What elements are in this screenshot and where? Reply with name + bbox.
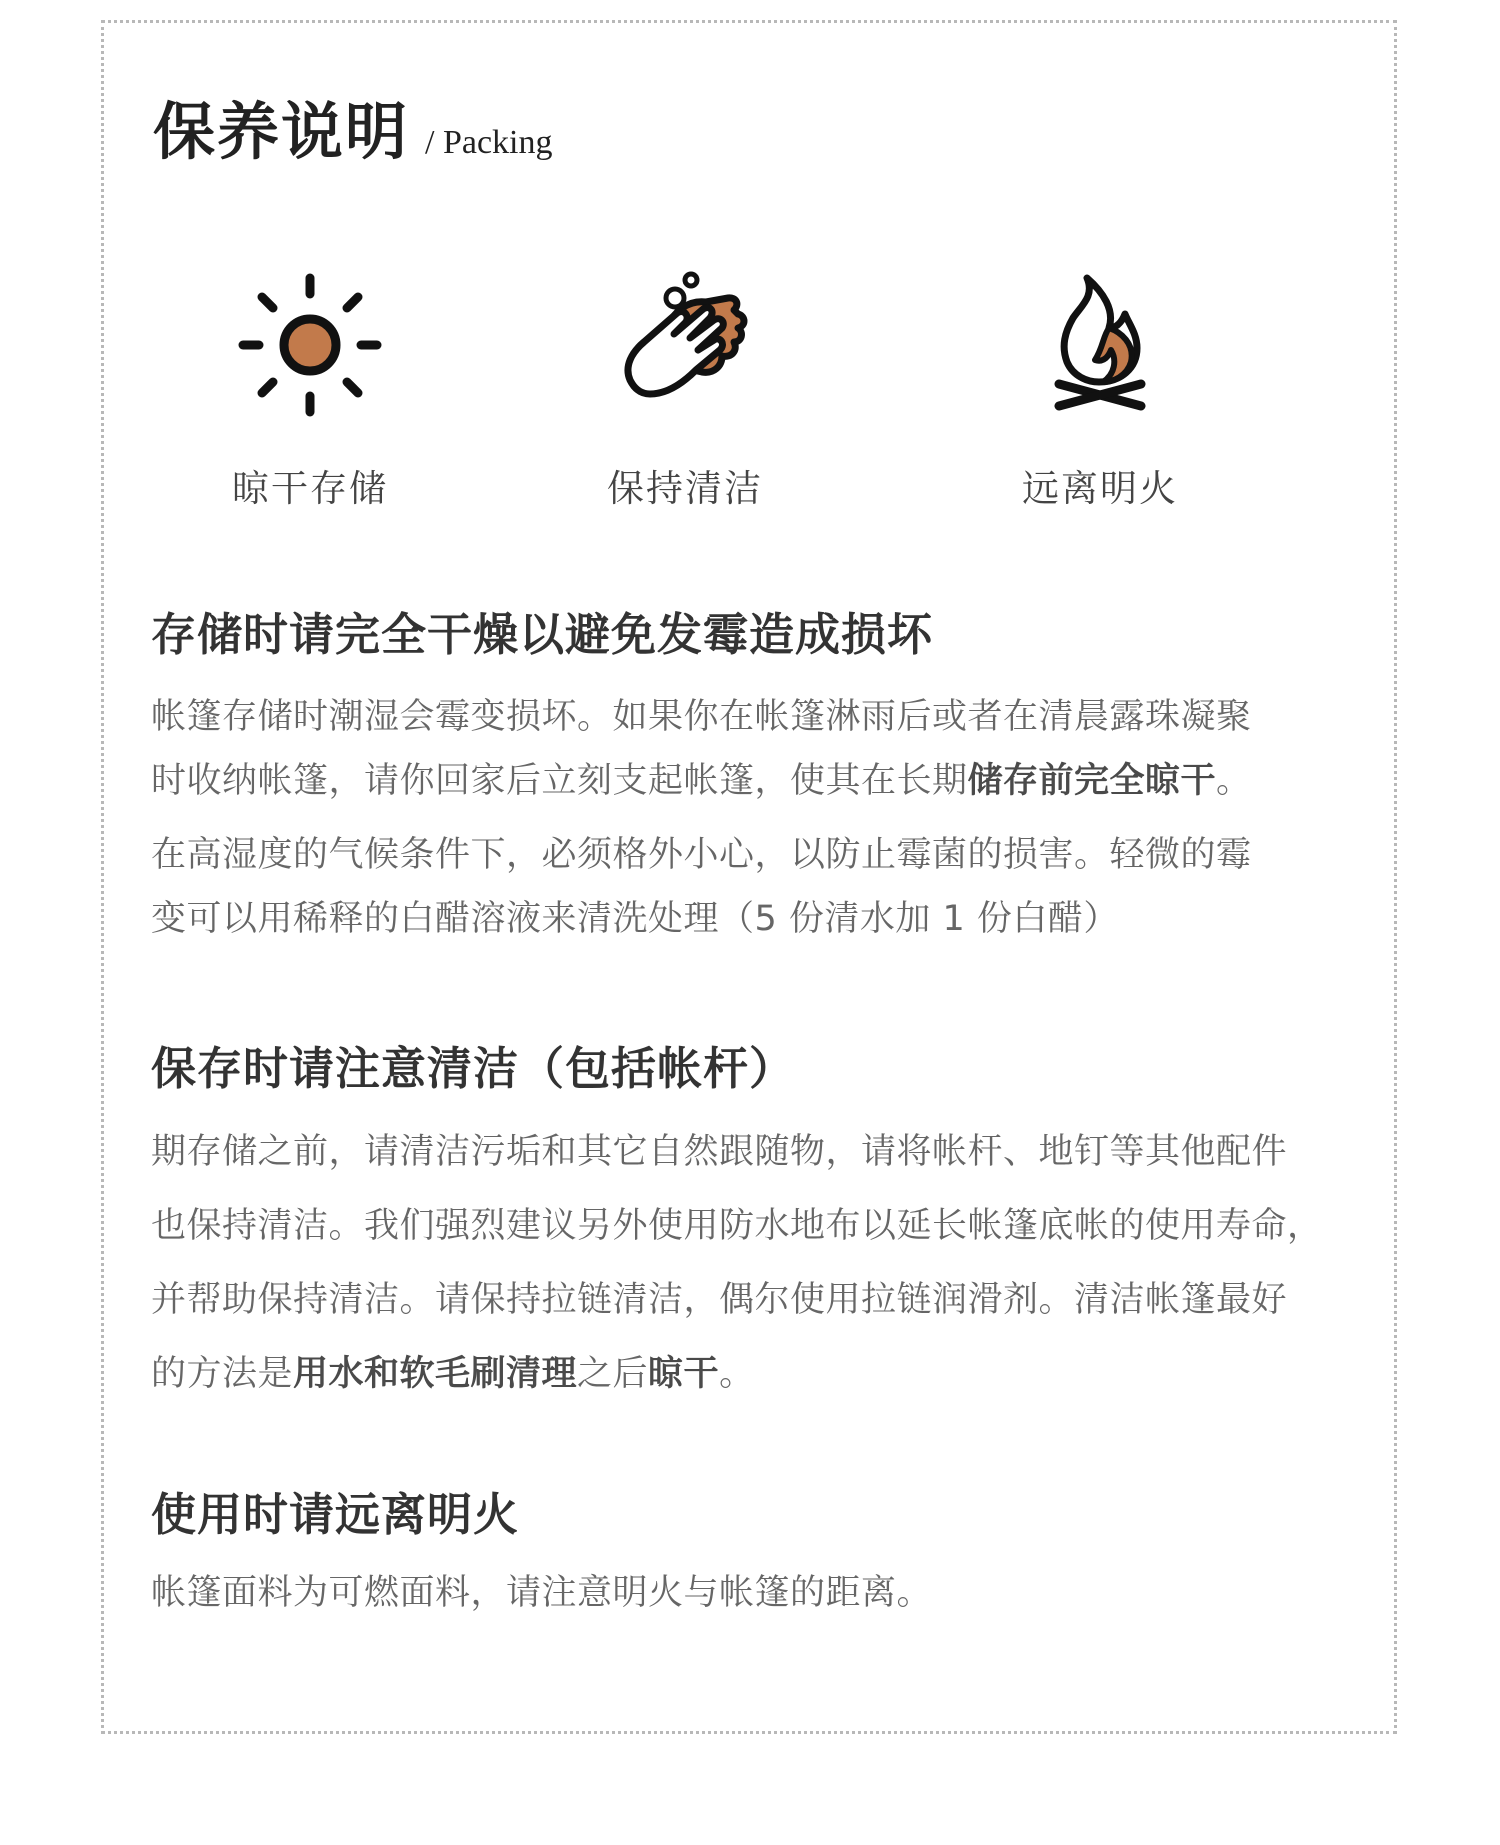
section-heading: 保存时请注意清洁（包括帐杆） bbox=[151, 1042, 796, 1095]
section-keep-clean bbox=[151, 1032, 1351, 1411]
care-label-keep-clean: 保持清洁 bbox=[607, 467, 763, 510]
sun-icon bbox=[235, 270, 385, 420]
emphasis-text: 储存前完全晾干 bbox=[967, 761, 1217, 801]
section-paragraph bbox=[151, 1561, 1351, 1625]
care-item-keep-clean bbox=[565, 270, 805, 512]
paragraph-line: 期存储之前，请清洁污垢和其它自然跟随物，请将帐杆、地钉等其他配件 bbox=[151, 1132, 1288, 1172]
care-item-dry-storage bbox=[190, 270, 430, 512]
paragraph-line: 并帮助保持清洁。请保持拉链清洁，偶尔使用拉链润滑剂。清洁帐篷最好 bbox=[151, 1280, 1288, 1320]
care-icons-row bbox=[0, 270, 1500, 510]
paragraph-line: 的方法是 bbox=[151, 1354, 294, 1394]
paragraph-line: 帐篷存储时潮湿会霉变损坏。如果你在帐篷淋雨后或者在清晨露珠凝聚 bbox=[151, 697, 1252, 737]
care-label-no-fire: 远离明火 bbox=[1022, 467, 1178, 510]
paragraph-line: 帐篷面料为可燃面料，请注意明火与帐篷的距离。 bbox=[151, 1573, 933, 1613]
section-paragraph bbox=[151, 1115, 1351, 1411]
section-no-fire bbox=[151, 1478, 1351, 1625]
paragraph-line: 时收纳帐篷，请你回家后立刻支起帐篷，使其在长期 bbox=[151, 761, 968, 801]
campfire-icon bbox=[1025, 270, 1175, 420]
paragraph-line: 在高湿度的气候条件下，必须格外小心，以防止霉菌的损害。轻微的霉 bbox=[151, 835, 1252, 875]
section-paragraph bbox=[151, 685, 1351, 813]
page-title bbox=[153, 82, 553, 168]
emphasis-text: 晾干 bbox=[648, 1354, 720, 1394]
section-paragraph bbox=[151, 823, 1351, 951]
paragraph-line: 变可以用稀释的白醋溶液来清洗处理（5 份清水加 1 份白醋） bbox=[151, 899, 1119, 939]
paragraph-punctuation: 。 bbox=[719, 1354, 755, 1394]
section-dry-storage bbox=[151, 598, 1351, 951]
washing-hands-icon bbox=[610, 270, 760, 420]
emphasis-text: 用水和软毛刷清理 bbox=[293, 1354, 578, 1394]
paragraph-line: 也保持清洁。我们强烈建议另外使用防水地布以延长帐篷底帐的使用寿命， bbox=[151, 1206, 1323, 1246]
care-item-no-fire bbox=[980, 270, 1220, 512]
page-title-main: 保养说明 bbox=[153, 95, 410, 168]
section-heading: 存储时请完全干燥以避免发霉造成损坏 bbox=[151, 608, 934, 661]
section-heading: 使用时请远离明火 bbox=[151, 1488, 520, 1541]
paragraph-punctuation: 。 bbox=[1216, 761, 1252, 801]
page-title-subtitle: / Packing bbox=[425, 124, 553, 161]
care-label-dry-storage: 晾干存储 bbox=[232, 467, 388, 510]
paragraph-line: 之后 bbox=[577, 1354, 649, 1394]
